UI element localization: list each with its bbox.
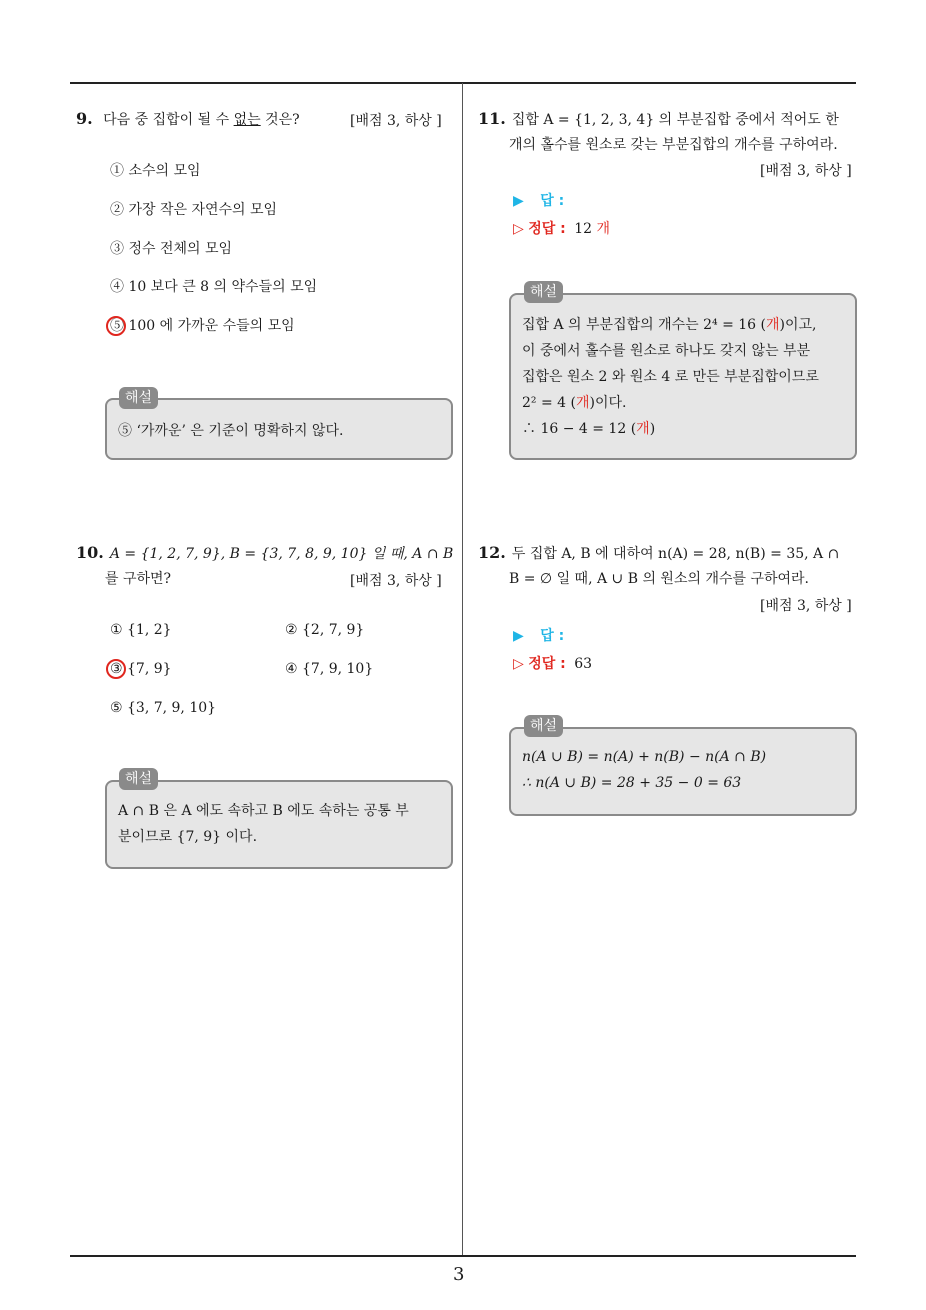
solution-line4-end: )이다.: [589, 395, 627, 411]
solution-line4: [522, 390, 626, 416]
question-11-meta: [배점 3, 하상 ]: [760, 163, 852, 179]
choice-2[interactable]: ② 가장 작은 자연수의 모임: [110, 202, 278, 218]
choice-4[interactable]: ④ 10 보다 큰 8 의 약수들의 모임: [110, 279, 318, 295]
correct-value: 63: [574, 656, 593, 672]
solution-tag: 해설: [524, 715, 563, 737]
solution-tag: 해설: [119, 387, 158, 409]
top-rule: [70, 82, 856, 84]
solution-line5-end: ): [649, 421, 656, 437]
question-10-line2: 를 구하면?: [105, 571, 172, 587]
solution-text-line2: 분이므로 {7, 9} 이다.: [118, 829, 258, 845]
question-number: 11.: [478, 109, 506, 128]
question-9-meta: [배점 3, 하상 ]: [350, 113, 442, 129]
solution-line1: n(A ∪ B) = n(A) + n(B) − n(A ∩ B): [522, 749, 767, 765]
solution-line2: 이 중에서 홀수를 원소로 하나도 갖지 않는 부분: [522, 343, 811, 359]
solution-tag: 해설: [524, 281, 563, 303]
choice-4[interactable]: ④ {7, 9, 10}: [285, 661, 374, 677]
solution-text-line1: A ∩ B 은 A 에도 속하고 B 에도 속하는 공통 부: [118, 803, 409, 819]
solution-line3: 집합은 원소 2 와 원소 4 로 만든 부분집합이므로: [522, 369, 819, 385]
question-11: [478, 106, 839, 133]
answer-row: [513, 625, 564, 645]
question-10-meta: [배점 3, 하상 ]: [350, 573, 442, 589]
answer-label: 답 :: [540, 628, 565, 644]
column-divider: [462, 83, 463, 1256]
question-text-end: 것은?: [260, 112, 300, 128]
correct-value: 12: [574, 221, 593, 237]
question-9: [76, 106, 366, 133]
choice-1[interactable]: ① {1, 2}: [110, 622, 172, 638]
correct-label: 정답 :: [528, 221, 566, 237]
solution-line1-text: 집합 A 의 부분집합의 개수는 2⁴ = 16 (: [522, 317, 767, 333]
red-outline-triangle-icon: ▷: [513, 656, 524, 672]
solution-line1-end: )이고,: [779, 317, 817, 333]
question-number: 9.: [76, 109, 93, 128]
solution-text: ⑤ ‘가까운’ 은 기준이 명확하지 않다.: [118, 423, 344, 439]
solution-line2: ∴ n(A ∪ B) = 28 + 35 − 0 = 63: [522, 775, 742, 791]
solution-tag: 해설: [119, 768, 158, 790]
solution-line5: [522, 416, 655, 442]
solution-line4-text: 2² = 4 (: [522, 395, 576, 411]
choice-5[interactable]: ⑤ {3, 7, 9, 10}: [110, 700, 217, 716]
solution-line5-text: ∴ 16 − 4 = 12 (: [522, 421, 637, 437]
question-11-line2: 개의 홀수를 원소로 갖는 부분집합의 개수를 구하여라.: [509, 137, 838, 153]
blue-triangle-icon: ▶: [513, 628, 524, 644]
question-12: [478, 540, 839, 567]
choice-2[interactable]: ② {2, 7, 9}: [285, 622, 365, 638]
choice-1[interactable]: ① 소수의 모임: [110, 163, 201, 179]
answer-label: 답 :: [540, 193, 565, 209]
question-number: 12.: [478, 543, 506, 562]
solution-line1: [522, 312, 817, 338]
choice-3[interactable]: ③ 정수 전체의 모임: [110, 241, 233, 257]
question-text-underlined: 없는: [233, 112, 261, 128]
page-number: 3: [453, 1264, 465, 1285]
answer-row: [513, 190, 564, 210]
correct-answer-row: [513, 653, 592, 673]
question-10: [76, 540, 456, 567]
question-number: 10.: [76, 543, 104, 562]
question-text-line1: A = {1, 2, 7, 9}, B = {3, 7, 8, 9, 10} 일 때, A ∩ B: [109, 546, 454, 562]
question-12-meta: [배점 3, 하상 ]: [760, 598, 852, 614]
choice-5[interactable]: ⑤ 100 에 가까운 수들의 모임: [110, 318, 295, 334]
question-12-line2: B = ∅ 일 때, A ∪ B 의 원소의 개수를 구하여라.: [509, 571, 810, 587]
correct-unit: 개: [596, 221, 611, 237]
selected-answer-circle-icon: [106, 316, 126, 336]
correct-answer-row: [513, 218, 610, 238]
solution-unit: 개: [575, 395, 590, 411]
question-text-line1: 집합 A = {1, 2, 3, 4} 의 부분집합 중에서 적어도 한: [511, 112, 839, 128]
question-text-line1: 두 집합 A, B 에 대하여 n(A) = 28, n(B) = 35, A ∩: [511, 546, 840, 562]
question-text: 다음 중 집합이 될 수: [103, 112, 234, 128]
bottom-rule: [70, 1255, 856, 1257]
solution-unit: 개: [636, 421, 650, 437]
choice-3[interactable]: ③ {7, 9}: [110, 661, 172, 677]
solution-unit: 개: [766, 317, 780, 333]
blue-triangle-icon: ▶: [513, 193, 524, 209]
red-outline-triangle-icon: ▷: [513, 221, 524, 237]
correct-label: 정답 :: [528, 656, 566, 672]
selected-answer-circle-icon: [106, 659, 126, 679]
